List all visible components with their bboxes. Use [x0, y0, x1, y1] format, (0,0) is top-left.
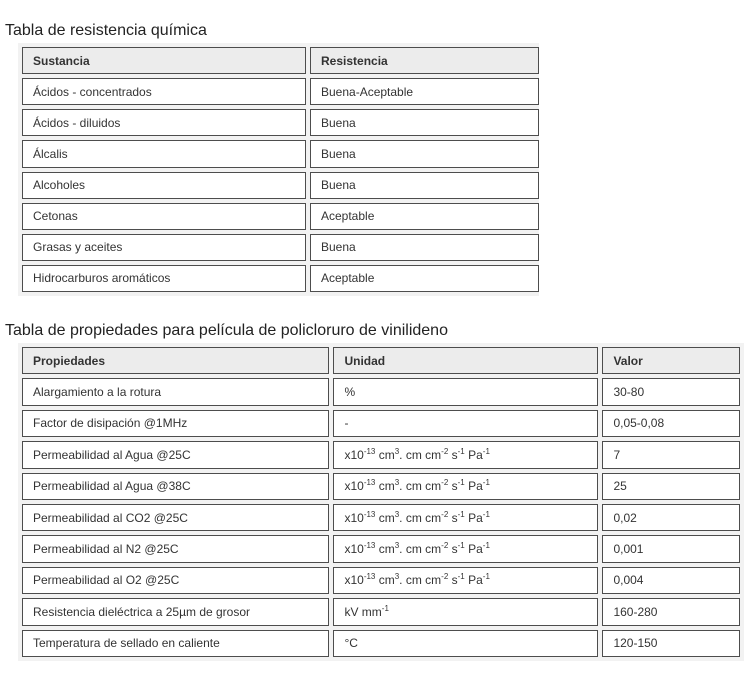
chemical-table-row	[22, 234, 539, 261]
properties-table-cell: Resistencia dieléctrica a 25µm de grosor	[22, 598, 329, 625]
chemical-table-cell: Cetonas	[22, 203, 306, 230]
properties-table-cell: $x10^{-13}$ $cm^3$. cm $cm^{-2}$ $s^{-1}$ $Pa^{-1}$	[333, 504, 598, 531]
properties-table-cell: Permeabilidad al CO2 @25C	[22, 504, 329, 531]
properties-table-cell: Permeabilidad al Agua @25C	[22, 441, 329, 468]
properties-header-cell: Unidad	[333, 347, 598, 374]
chemical-table-row	[22, 265, 539, 292]
chemical-table-cell: Ácidos - diluidos	[22, 109, 306, 136]
chemical-table-cell: Buena	[310, 172, 539, 199]
chemical-table-row	[22, 109, 539, 136]
chemical-table-cell: Aceptable	[310, 203, 539, 230]
chemical-table-cell: Buena	[310, 234, 539, 261]
properties-table-cell: Factor de disipación @1MHz	[22, 410, 329, 437]
properties-table-cell: °C	[333, 630, 598, 657]
properties-table-cell: $x10^{-13}$ $cm^3$. cm $cm^{-2}$ $s^{-1}$ $Pa^{-1}$	[333, 567, 598, 594]
properties-table-row	[22, 378, 740, 405]
chemical-table-row	[22, 78, 539, 105]
chemical-table-cell: Grasas y aceites	[22, 234, 306, 261]
chemical-header-cell: Sustancia	[22, 47, 306, 74]
chemical-table-cell: Buena	[310, 140, 539, 167]
properties-table-row	[22, 441, 740, 468]
chemical-table-cell: Aceptable	[310, 265, 539, 292]
properties-table-cell: Temperatura de sellado en caliente	[22, 630, 329, 657]
properties-table-cell: %	[333, 378, 598, 405]
properties-table-cell: 0,001	[602, 535, 740, 562]
properties-table-row	[22, 535, 740, 562]
properties-table-row	[22, 473, 740, 500]
chemical-table-row	[22, 172, 539, 199]
properties-table-cell: -	[333, 410, 598, 437]
chemical-table-row	[22, 140, 539, 167]
properties-table-cell: Permeabilidad al Agua @38C	[22, 473, 329, 500]
chemical-header-cell: Resistencia	[310, 47, 539, 74]
chemical-resistance-table	[18, 43, 539, 296]
properties-table-cell: $x10^{-13}$ $cm^3$. cm $cm^{-2}$ $s^{-1}$ $Pa^{-1}$	[333, 535, 598, 562]
properties-table-cell: 7	[602, 441, 740, 468]
chemical-table-cell: Alcoholes	[22, 172, 306, 199]
chemical-resistance-title: Tabla de resistencia química	[5, 22, 207, 39]
properties-table-cell: Permeabilidad al N2 @25C	[22, 535, 329, 562]
chemical-table-cell: Buena	[310, 109, 539, 136]
properties-header-row	[22, 347, 740, 374]
chemical-table-row	[22, 203, 539, 230]
properties-table-cell: $x10^{-13}$ $cm^3$. cm $cm^{-2}$ $s^{-1}$ $Pa^{-1}$	[333, 473, 598, 500]
properties-table-cell: 120-150	[602, 630, 740, 657]
properties-table-cell: 0,05-0,08	[602, 410, 740, 437]
properties-title: Tabla de propiedades para película de policloruro de vinilideno	[5, 322, 448, 339]
properties-header-cell: Valor	[602, 347, 740, 374]
properties-table-cell: 25	[602, 473, 740, 500]
properties-table-row	[22, 410, 740, 437]
chemical-header-row	[22, 47, 539, 74]
properties-table-cell: 30-80	[602, 378, 740, 405]
properties-table-row	[22, 630, 740, 657]
properties-table-cell: 0,004	[602, 567, 740, 594]
properties-table-cell: 0,02	[602, 504, 740, 531]
chemical-table-cell: Hidrocarburos aromáticos	[22, 265, 306, 292]
properties-header-cell: Propiedades	[22, 347, 329, 374]
properties-table-cell: kV $mm^{-1}$	[333, 598, 598, 625]
properties-table-cell: Permeabilidad al O2 @25C	[22, 567, 329, 594]
properties-table-cell: $x10^{-13}$ $cm^3$. cm $cm^{-2}$ $s^{-1}$ $Pa^{-1}$	[333, 441, 598, 468]
properties-table-row	[22, 504, 740, 531]
properties-table-cell: 160-280	[602, 598, 740, 625]
chemical-table-cell: Ácidos - concentrados	[22, 78, 306, 105]
chemical-table-cell: Buena-Aceptable	[310, 78, 539, 105]
properties-table-cell: Alargamiento a la rotura	[22, 378, 329, 405]
properties-table	[18, 343, 744, 661]
properties-table-row	[22, 598, 740, 625]
properties-table-row	[22, 567, 740, 594]
chemical-table-cell: Álcalis	[22, 140, 306, 167]
